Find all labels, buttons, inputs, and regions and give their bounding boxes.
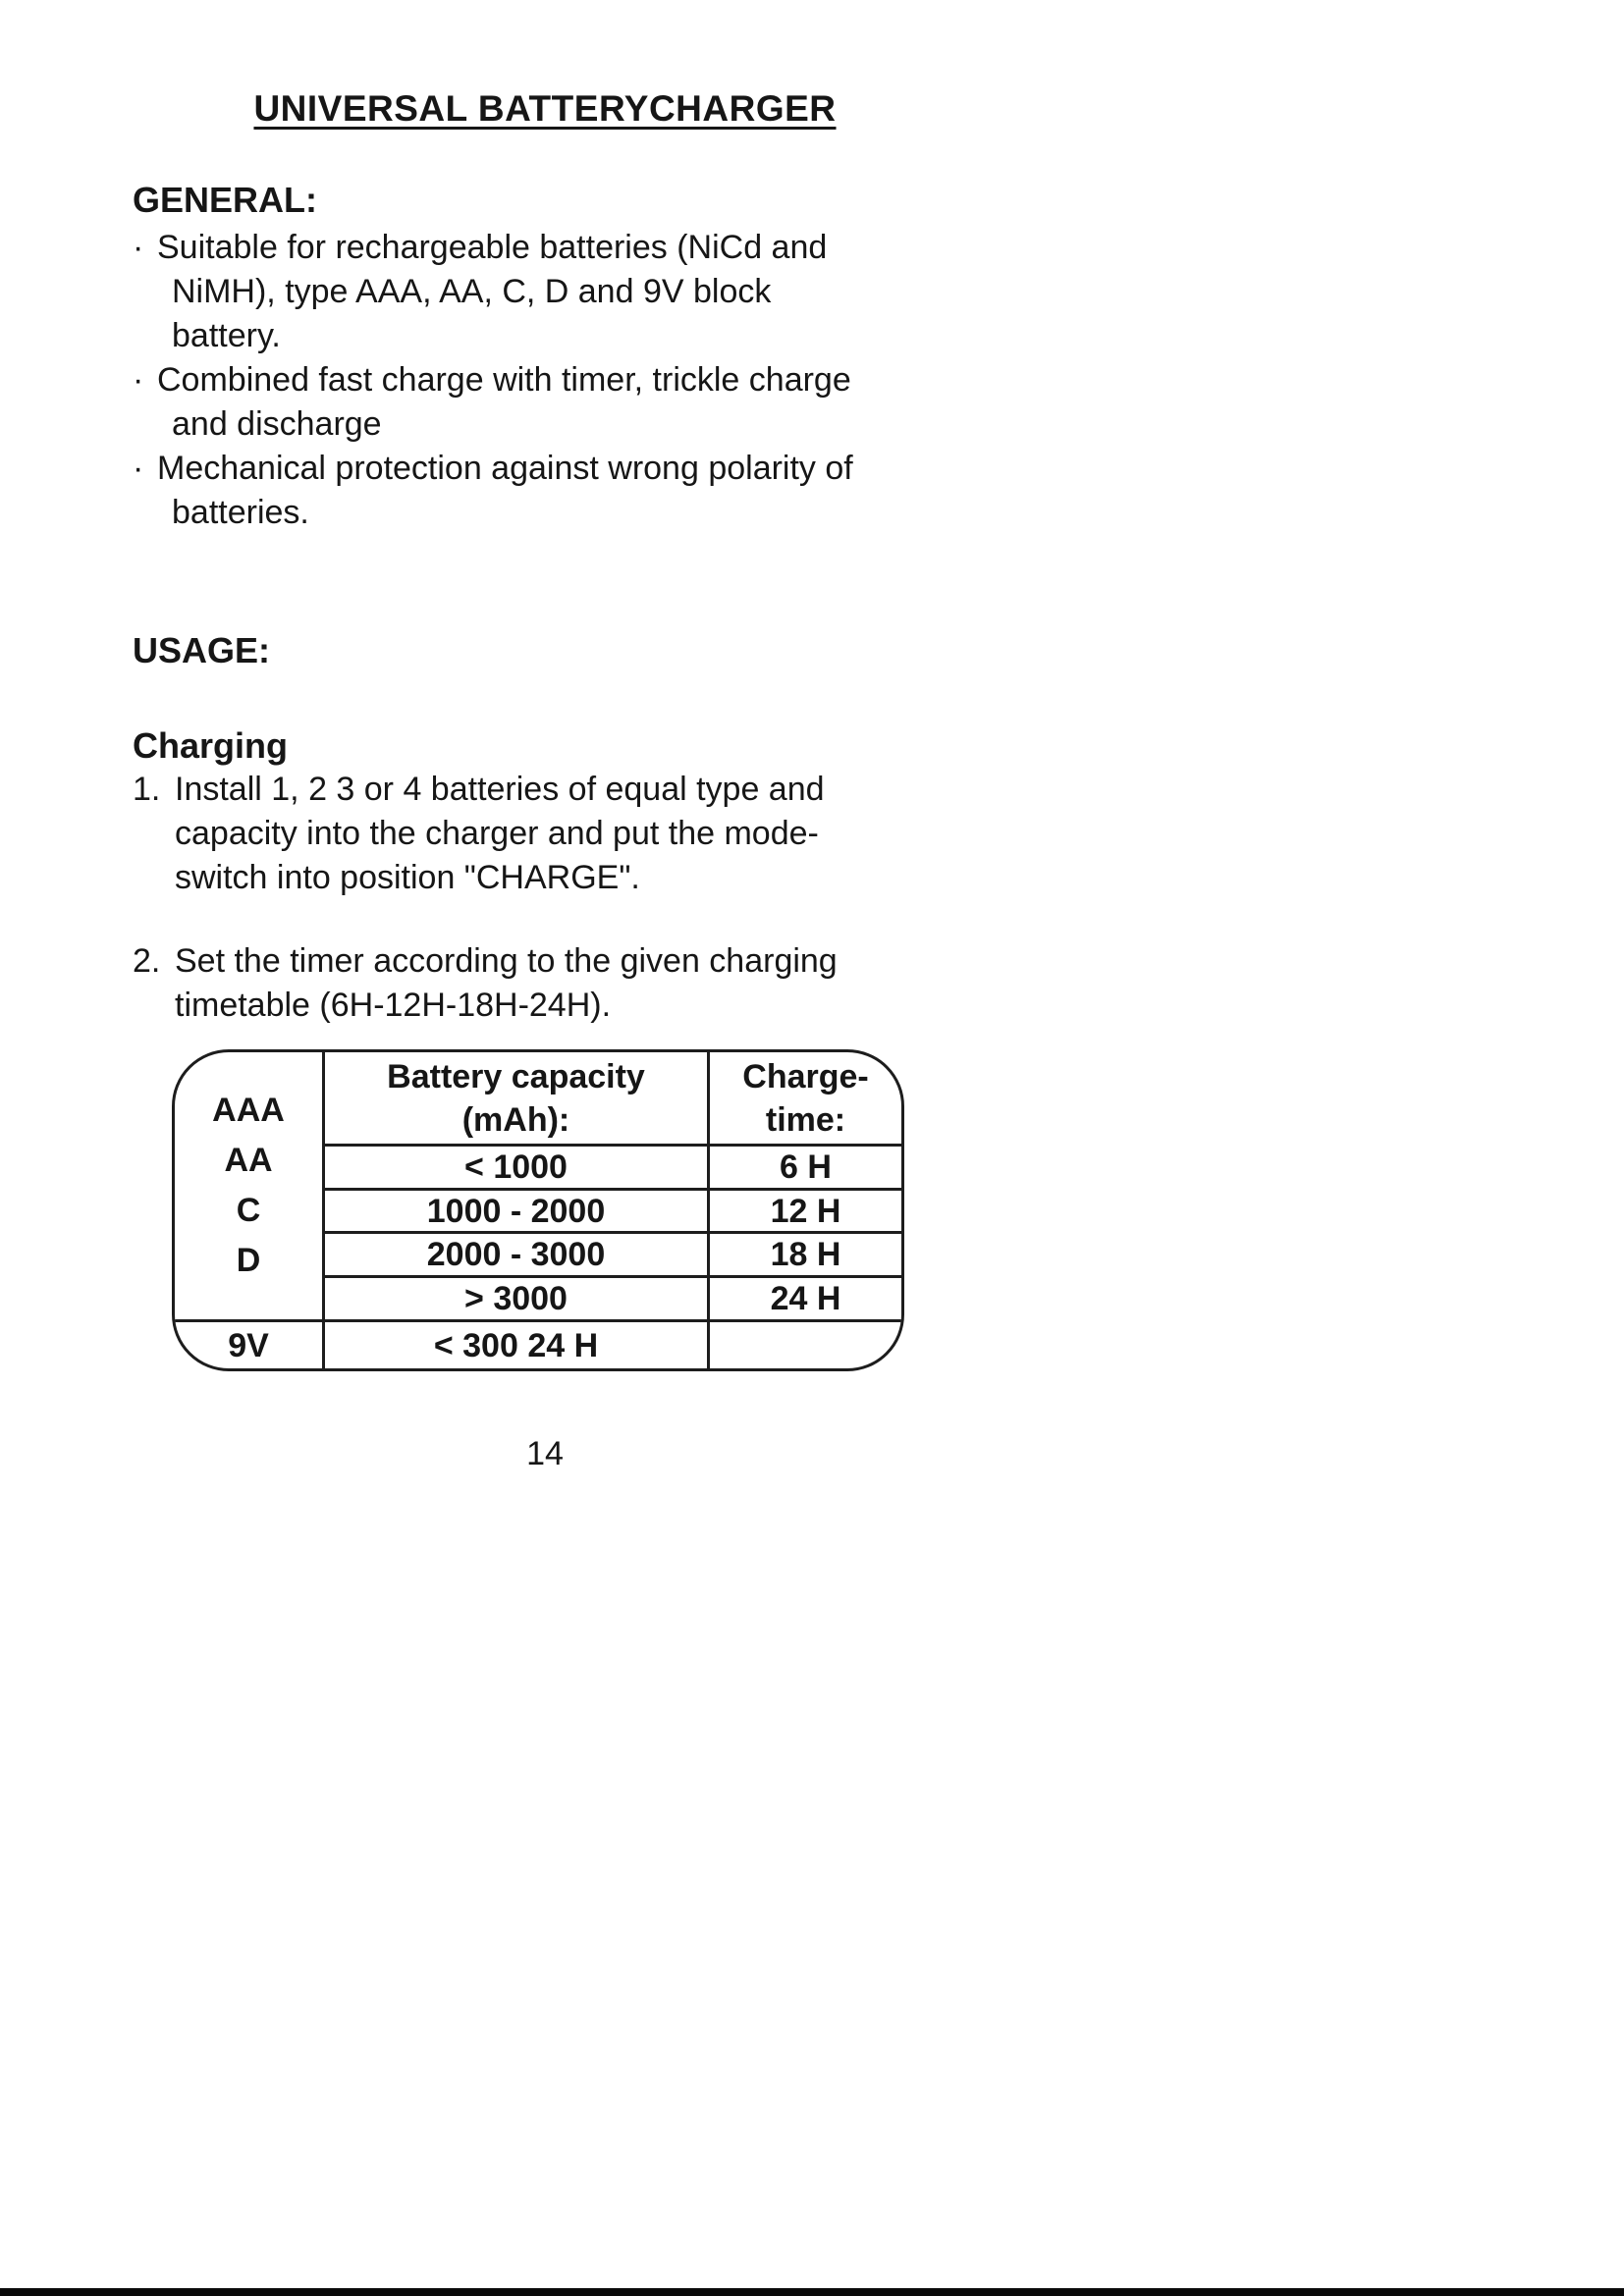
scan-edge-artifact — [0, 2288, 1624, 2296]
time-cell: 18 H — [707, 1234, 901, 1278]
bullet-marker: · — [133, 361, 144, 399]
capacity-cell-9v: < 300 24 H — [322, 1322, 707, 1368]
bullet-line: and discharge — [172, 405, 382, 443]
bullet-line: batteries. — [172, 494, 309, 531]
general-bullet-list — [133, 226, 957, 535]
page-content — [133, 86, 957, 1476]
capacity-header-line1: Battery capacity — [387, 1057, 645, 1095]
capacity-cell: < 1000 — [322, 1147, 707, 1191]
battery-type: D — [236, 1242, 261, 1279]
bullet-item — [133, 447, 957, 535]
time-header-line1: Charge- — [742, 1057, 869, 1095]
time-cell-9v — [707, 1322, 901, 1368]
page-number: 14 — [526, 1435, 564, 1472]
section-heading-usage: USAGE: — [133, 630, 271, 670]
step-marker: 1. — [133, 771, 161, 808]
step-item — [133, 939, 957, 1028]
bullet-item — [133, 358, 957, 447]
time-cell: 24 H — [707, 1278, 901, 1322]
battery-type: C — [236, 1192, 261, 1229]
battery-type: AA — [224, 1142, 273, 1179]
step-item — [133, 768, 957, 900]
bullet-text: Combined fast charge with timer, trickle charge — [157, 361, 851, 399]
bullet-text: Mechanical protection against wrong polarity of — [157, 450, 853, 487]
time-header-line2: time: — [765, 1100, 846, 1139]
capacity-cell: > 3000 — [322, 1278, 707, 1322]
battery-types-cell — [175, 1052, 322, 1322]
step-line: timetable (6H-12H-18H-24H). — [175, 987, 612, 1024]
charging-heading: Charging — [133, 725, 288, 766]
bullet-line — [133, 447, 957, 491]
bullet-line — [133, 358, 957, 402]
battery-type: AAA — [212, 1092, 285, 1129]
step-text: Set the timer according to the given charging — [175, 942, 838, 980]
step-line: capacity into the charger and put the mode- — [175, 815, 819, 852]
step-line: switch into position "CHARGE". — [175, 859, 640, 896]
bullet-text: Suitable for rechargeable batteries (NiCd and — [157, 229, 828, 266]
doc-title: UNIVERSAL BATTERYCHARGER — [253, 88, 837, 129]
capacity-cell: 1000 - 2000 — [322, 1191, 707, 1234]
time-cell: 12 H — [707, 1191, 901, 1234]
time-header-cell — [707, 1052, 901, 1147]
bullet-marker: · — [133, 229, 144, 266]
bullet-line — [133, 226, 957, 270]
charging-steps — [133, 768, 957, 1028]
bullet-marker: · — [133, 450, 144, 487]
step-text: Install 1, 2 3 or 4 batteries of equal type and — [175, 771, 825, 808]
capacity-cell: 2000 - 3000 — [322, 1234, 707, 1278]
time-cell: 6 H — [707, 1147, 901, 1191]
step-line — [133, 939, 957, 984]
charging-timetable — [172, 1049, 904, 1371]
bullet-item — [133, 226, 957, 358]
step-marker: 2. — [133, 942, 161, 980]
capacity-header-cell — [322, 1052, 707, 1147]
bullet-line: battery. — [172, 317, 281, 354]
battery-type-9v-cell: 9V — [228, 1326, 269, 1364]
bullet-line: NiMH), type AAA, AA, C, D and 9V block — [172, 273, 772, 310]
section-heading-general: GENERAL: — [133, 180, 317, 220]
step-line — [133, 768, 957, 812]
capacity-header-line2: (mAh): — [461, 1100, 570, 1139]
